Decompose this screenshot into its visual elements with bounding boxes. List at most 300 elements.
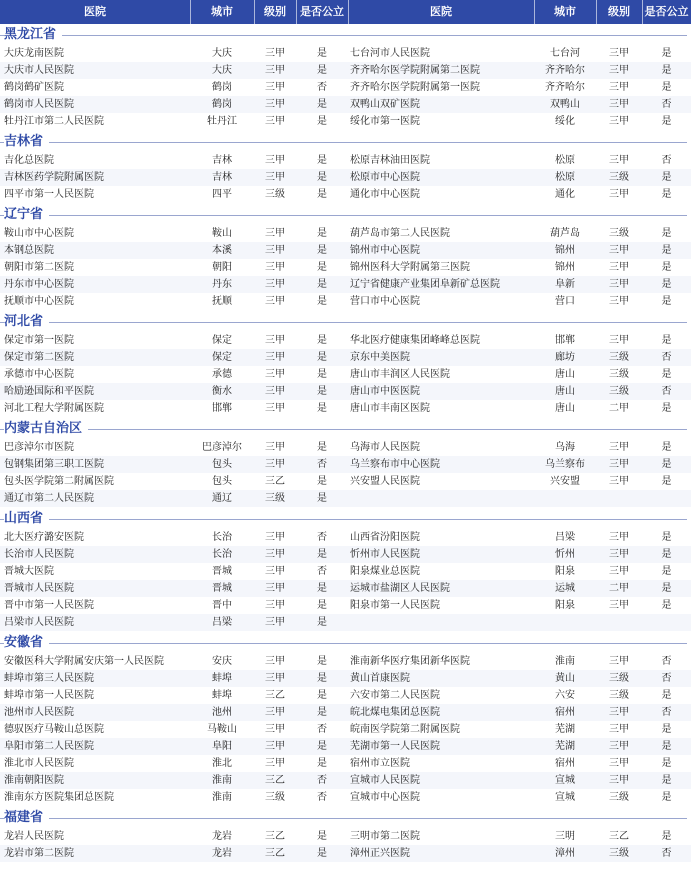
cell-city-right: 通化 — [555, 189, 575, 200]
cell-public-left: 否 — [317, 775, 327, 786]
table-row — [0, 704, 691, 721]
cell-level-right: 三甲 — [609, 741, 629, 752]
cell-city-left: 鹤岗 — [212, 82, 232, 93]
cell-hospital-left: 本钢总医院 — [4, 245, 54, 256]
cell-city-left: 吉林 — [212, 155, 232, 166]
cell-city-left: 淮南 — [212, 775, 232, 786]
cell-public-right: 是 — [661, 549, 672, 560]
cell-level-left: 三甲 — [265, 228, 285, 239]
cell-city-left: 龙岩 — [212, 848, 232, 859]
table-header — [0, 0, 691, 24]
cell-public-right: 是 — [661, 600, 672, 611]
cell-public-right: 是 — [661, 476, 672, 487]
cell-city-right: 乌海 — [555, 442, 575, 453]
table-row — [0, 828, 691, 845]
cell-hospital-right: 阳泉市第一人民医院 — [350, 600, 440, 611]
header-public-left: 是否公立 — [300, 5, 344, 18]
cell-level-left: 三乙 — [265, 690, 285, 701]
cell-hospital-right: 齐齐哈尔医学院附属第二医院 — [350, 65, 480, 76]
cell-hospital-right: 芜湖市第一人民医院 — [350, 741, 440, 752]
cell-city-left: 鹤岗 — [212, 99, 232, 110]
cell-public-left: 否 — [317, 724, 327, 735]
cell-hospital-left: 包钢集团第三职工医院 — [4, 459, 104, 470]
cell-city-left: 鞍山 — [212, 228, 232, 239]
cell-level-right: 三甲 — [609, 459, 629, 470]
cell-city-left: 包头 — [212, 476, 232, 487]
cell-public-left: 否 — [317, 566, 327, 577]
cell-hospital-right: 京东中美医院 — [350, 352, 410, 363]
cell-public-left: 是 — [317, 352, 327, 363]
cell-city-right: 松原 — [555, 155, 575, 166]
cell-hospital-right: 宣城市人民医院 — [350, 775, 420, 786]
cell-level-right: 三甲 — [609, 116, 629, 127]
province-name: 山西省 — [4, 510, 49, 528]
cell-level-right: 二甲 — [609, 583, 629, 594]
cell-level-left: 三甲 — [265, 335, 285, 346]
cell-hospital-right: 三明市第二医院 — [350, 831, 420, 842]
cell-hospital-left: 龙岩人民医院 — [4, 831, 64, 842]
cell-hospital-right: 乌兰察布市中心医院 — [350, 459, 440, 470]
cell-city-left: 马鞍山 — [207, 724, 237, 735]
cell-level-right: 三级 — [609, 673, 629, 684]
cell-hospital-right: 阳泉煤业总医院 — [350, 566, 420, 577]
cell-public-left: 是 — [317, 442, 327, 453]
cell-city-right: 齐齐哈尔 — [545, 82, 585, 93]
cell-public-left: 是 — [317, 476, 327, 487]
cell-public-left: 是 — [317, 831, 327, 842]
cell-hospital-left: 淮北市人民医院 — [4, 758, 74, 769]
table-row — [0, 789, 691, 806]
cell-city-left: 吉林 — [212, 172, 232, 183]
cell-public-left: 是 — [317, 116, 327, 127]
cell-city-left: 淮北 — [212, 758, 232, 769]
cell-hospital-right: 兴安盟人民医院 — [350, 476, 420, 487]
cell-public-left: 是 — [317, 262, 327, 273]
cell-public-right: 是 — [661, 48, 672, 59]
cell-public-right: 是 — [661, 82, 672, 93]
cell-level-left: 三甲 — [265, 741, 285, 752]
province-heading — [0, 313, 691, 331]
cell-level-left: 三甲 — [265, 279, 285, 290]
cell-public-right: 是 — [661, 442, 672, 453]
cell-hospital-left: 德驭医疗马鞍山总医院 — [4, 724, 104, 735]
cell-public-right: 是 — [661, 690, 672, 701]
cell-city-left: 牡丹江 — [207, 116, 237, 127]
cell-city-right: 葫芦岛 — [550, 228, 580, 239]
cell-public-left: 是 — [317, 403, 327, 414]
header-level-right: 级别 — [608, 5, 630, 18]
cell-hospital-right: 皖北煤电集团总医院 — [350, 707, 440, 718]
cell-public-left: 是 — [317, 617, 327, 628]
cell-city-right: 营口 — [555, 296, 575, 307]
cell-level-right: 三甲 — [609, 245, 629, 256]
cell-city-right: 唐山 — [555, 386, 575, 397]
cell-city-left: 朝阳 — [212, 262, 232, 273]
cell-level-left: 三甲 — [265, 724, 285, 735]
cell-public-left: 是 — [317, 245, 327, 256]
cell-public-right: 是 — [661, 758, 672, 769]
cell-hospital-left: 河北工程大学附属医院 — [4, 403, 104, 414]
cell-hospital-right: 辽宁省健康产业集团阜新矿总医院 — [350, 279, 500, 290]
cell-hospital-right: 锦州市中心医院 — [350, 245, 420, 256]
cell-public-right: 是 — [661, 459, 672, 470]
table-row — [0, 490, 691, 507]
cell-level-left: 三甲 — [265, 65, 285, 76]
table-row — [0, 755, 691, 772]
province-name: 辽宁省 — [4, 206, 49, 224]
cell-public-left: 是 — [317, 656, 327, 667]
cell-level-right: 三甲 — [609, 549, 629, 560]
cell-public-left: 是 — [317, 296, 327, 307]
cell-city-right: 吕梁 — [555, 532, 575, 543]
cell-hospital-right: 黄山首康医院 — [350, 673, 410, 684]
cell-public-right: 是 — [661, 335, 672, 346]
table-row — [0, 169, 691, 186]
cell-public-right: 是 — [661, 262, 672, 273]
cell-public-right: 是 — [661, 831, 672, 842]
cell-level-right: 三甲 — [609, 296, 629, 307]
cell-city-right: 唐山 — [555, 403, 575, 414]
cell-level-left: 三甲 — [265, 296, 285, 307]
cell-public-right: 否 — [661, 707, 672, 718]
province-heading — [0, 510, 691, 528]
cell-hospital-right: 华北医疗健康集团峰峰总医院 — [350, 335, 480, 346]
cell-level-right: 三甲 — [609, 65, 629, 76]
cell-city-left: 衡水 — [212, 386, 232, 397]
cell-hospital-right: 双鸭山双矿医院 — [350, 99, 420, 110]
cell-public-right: 是 — [661, 741, 672, 752]
cell-city-left: 淮南 — [212, 792, 232, 803]
cell-level-left: 三甲 — [265, 369, 285, 380]
cell-hospital-right: 松原吉林油田医院 — [350, 155, 430, 166]
cell-public-left: 是 — [317, 155, 327, 166]
cell-hospital-left: 巴彦淖尔市医院 — [4, 442, 74, 453]
cell-level-left: 三乙 — [265, 775, 285, 786]
cell-public-right: 是 — [661, 532, 672, 543]
cell-city-right: 宿州 — [555, 758, 575, 769]
cell-hospital-right: 乌海市人民医院 — [350, 442, 420, 453]
cell-level-right: 三乙 — [609, 831, 629, 842]
cell-public-right: 是 — [661, 279, 672, 290]
cell-level-right: 三级 — [609, 690, 629, 701]
cell-city-left: 大庆 — [212, 65, 232, 76]
header-level-left: 级别 — [264, 5, 286, 18]
table-row — [0, 45, 691, 62]
cell-level-left: 三乙 — [265, 831, 285, 842]
cell-level-left: 三甲 — [265, 403, 285, 414]
cell-city-right: 松原 — [555, 172, 575, 183]
cell-city-right: 运城 — [555, 583, 575, 594]
cell-level-right: 三级 — [609, 352, 629, 363]
cell-city-right: 黄山 — [555, 673, 575, 684]
cell-level-right: 三级 — [609, 386, 629, 397]
cell-level-left: 三甲 — [265, 99, 285, 110]
cell-level-left: 三级 — [265, 189, 285, 200]
cell-public-left: 是 — [317, 369, 327, 380]
cell-hospital-left: 池州市人民医院 — [4, 707, 74, 718]
cell-level-right: 三甲 — [609, 99, 629, 110]
cell-city-right: 淮南 — [555, 656, 575, 667]
cell-level-left: 三级 — [265, 792, 285, 803]
table-row — [0, 242, 691, 259]
table-row — [0, 96, 691, 113]
table-row — [0, 687, 691, 704]
cell-hospital-left: 大庆市人民医院 — [4, 65, 74, 76]
cell-hospital-left: 吉林医药学院附属医院 — [4, 172, 104, 183]
cell-hospital-left: 晋城市人民医院 — [4, 583, 74, 594]
cell-public-left: 是 — [317, 673, 327, 684]
cell-hospital-right: 通化市中心医院 — [350, 189, 420, 200]
cell-hospital-right: 葫芦岛市第二人民医院 — [350, 228, 450, 239]
cell-level-right: 三级 — [609, 228, 629, 239]
cell-level-right: 三甲 — [609, 758, 629, 769]
cell-public-right: 否 — [661, 352, 672, 363]
cell-city-right: 三明 — [555, 831, 575, 842]
cell-public-right: 是 — [661, 189, 672, 200]
cell-level-left: 三甲 — [265, 459, 285, 470]
cell-hospital-right: 忻州市人民医院 — [350, 549, 420, 560]
cell-city-left: 吕梁 — [212, 617, 232, 628]
cell-public-left: 是 — [317, 600, 327, 611]
cell-public-right: 是 — [661, 792, 672, 803]
cell-hospital-left: 朝阳市第二医院 — [4, 262, 74, 273]
cell-hospital-right: 绥化市第一医院 — [350, 116, 420, 127]
cell-public-right: 否 — [661, 673, 672, 684]
cell-city-left: 龙岩 — [212, 831, 232, 842]
cell-hospital-left: 保定市第二医院 — [4, 352, 74, 363]
cell-hospital-right: 齐齐哈尔医学院附属第一医院 — [350, 82, 480, 93]
cell-level-left: 三乙 — [265, 476, 285, 487]
cell-level-right: 三甲 — [609, 82, 629, 93]
cell-city-left: 巴彦淖尔 — [202, 442, 242, 453]
cell-public-right: 是 — [661, 369, 672, 380]
cell-level-right: 二甲 — [609, 403, 629, 414]
cell-public-left: 是 — [317, 741, 327, 752]
cell-city-left: 丹东 — [212, 279, 232, 290]
cell-city-right: 忻州 — [555, 549, 575, 560]
cell-hospital-left: 大庆龙南医院 — [4, 48, 64, 59]
table-row — [0, 439, 691, 456]
cell-city-right: 廊坊 — [555, 352, 575, 363]
cell-hospital-left: 保定市第一医院 — [4, 335, 74, 346]
cell-public-left: 是 — [317, 758, 327, 769]
cell-level-left: 三甲 — [265, 116, 285, 127]
province-name: 黑龙江省 — [4, 26, 62, 44]
cell-city-left: 蚌埠 — [212, 690, 232, 701]
table-row — [0, 546, 691, 563]
cell-hospital-right: 营口市中心医院 — [350, 296, 420, 307]
cell-level-right: 三甲 — [609, 279, 629, 290]
cell-public-right: 否 — [661, 656, 672, 667]
table-row — [0, 62, 691, 79]
cell-city-right: 七台河 — [550, 48, 580, 59]
cell-level-left: 三甲 — [265, 386, 285, 397]
cell-city-right: 乌兰察布 — [545, 459, 585, 470]
cell-public-left: 是 — [317, 335, 327, 346]
table-row — [0, 473, 691, 490]
table-row — [0, 259, 691, 276]
header-public-right: 是否公立 — [644, 5, 689, 18]
cell-level-left: 三甲 — [265, 155, 285, 166]
cell-hospital-left: 通辽市第二人民医院 — [4, 493, 94, 504]
cell-hospital-right: 皖南医学院第二附属医院 — [350, 724, 460, 735]
cell-city-right: 芜湖 — [555, 741, 575, 752]
cell-city-left: 保定 — [212, 352, 232, 363]
table-row — [0, 225, 691, 242]
cell-city-right: 宣城 — [555, 775, 575, 786]
cell-level-right: 三甲 — [609, 600, 629, 611]
cell-public-right: 是 — [661, 583, 672, 594]
table-row — [0, 653, 691, 670]
table-row — [0, 383, 691, 400]
cell-level-left: 三甲 — [265, 172, 285, 183]
cell-city-left: 本溪 — [212, 245, 232, 256]
cell-public-right: 是 — [661, 724, 672, 735]
table-row — [0, 332, 691, 349]
table-row — [0, 186, 691, 203]
cell-level-left: 三甲 — [265, 566, 285, 577]
cell-hospital-left: 鹤岗鹤矿医院 — [4, 82, 64, 93]
cell-level-right: 三甲 — [609, 189, 629, 200]
cell-city-right: 双鸭山 — [550, 99, 580, 110]
cell-city-right: 绥化 — [555, 116, 575, 127]
cell-public-left: 是 — [317, 386, 327, 397]
province-name: 河北省 — [4, 313, 49, 331]
cell-hospital-left: 淮南东方医院集团总医院 — [4, 792, 114, 803]
cell-level-right: 三甲 — [609, 532, 629, 543]
cell-city-left: 抚顺 — [212, 296, 232, 307]
cell-city-left: 四平 — [212, 189, 232, 200]
cell-city-right: 芜湖 — [555, 724, 575, 735]
cell-public-right: 否 — [661, 155, 672, 166]
table-row — [0, 772, 691, 789]
cell-level-left: 三甲 — [265, 262, 285, 273]
province-name: 内蒙古自治区 — [4, 420, 88, 438]
table-row — [0, 366, 691, 383]
cell-level-left: 三甲 — [265, 673, 285, 684]
cell-hospital-left: 四平市第一人民医院 — [4, 189, 94, 200]
cell-public-left: 否 — [317, 532, 327, 543]
cell-level-right: 三级 — [609, 848, 629, 859]
cell-public-right: 是 — [661, 296, 672, 307]
cell-hospital-right: 松原市中心医院 — [350, 172, 420, 183]
cell-level-right: 三级 — [609, 369, 629, 380]
cell-public-right: 是 — [661, 775, 672, 786]
province-heading — [0, 809, 691, 827]
cell-city-right: 宿州 — [555, 707, 575, 718]
table-row — [0, 597, 691, 614]
table-row — [0, 563, 691, 580]
cell-hospital-right: 唐山市中医医院 — [350, 386, 420, 397]
cell-hospital-left: 抚顺市中心医院 — [4, 296, 74, 307]
cell-level-left: 三甲 — [265, 352, 285, 363]
cell-city-right: 齐齐哈尔 — [545, 65, 585, 76]
cell-level-left: 三甲 — [265, 245, 285, 256]
table-row — [0, 349, 691, 366]
cell-level-right: 三甲 — [609, 566, 629, 577]
cell-city-left: 安庆 — [212, 656, 232, 667]
cell-public-right: 是 — [661, 566, 672, 577]
cell-city-right: 唐山 — [555, 369, 575, 380]
cell-city-left: 承德 — [212, 369, 232, 380]
cell-level-left: 三乙 — [265, 848, 285, 859]
cell-hospital-right: 唐山市丰润区人民医院 — [350, 369, 450, 380]
cell-level-left: 三甲 — [265, 758, 285, 769]
cell-public-left: 否 — [317, 82, 327, 93]
cell-public-left: 是 — [317, 848, 327, 859]
cell-level-left: 三甲 — [265, 707, 285, 718]
cell-level-left: 三甲 — [265, 82, 285, 93]
cell-public-right: 是 — [661, 65, 672, 76]
cell-public-left: 是 — [317, 707, 327, 718]
table-row — [0, 738, 691, 755]
cell-public-left: 是 — [317, 549, 327, 560]
cell-level-left: 三甲 — [265, 583, 285, 594]
cell-city-right: 漳州 — [555, 848, 575, 859]
cell-hospital-left: 吕梁市人民医院 — [4, 617, 74, 628]
cell-city-right: 阜新 — [555, 279, 575, 290]
cell-public-right: 是 — [661, 172, 672, 183]
cell-public-right: 否 — [661, 99, 672, 110]
cell-level-left: 三甲 — [265, 656, 285, 667]
cell-hospital-left: 哈励逊国际和平医院 — [4, 386, 94, 397]
province-heading — [0, 26, 691, 44]
cell-city-left: 晋中 — [212, 600, 232, 611]
table-row — [0, 580, 691, 597]
cell-hospital-right: 六安市第二人民医院 — [350, 690, 440, 701]
cell-hospital-left: 晋中市第一人民医院 — [4, 600, 94, 611]
cell-public-right: 是 — [661, 245, 672, 256]
cell-city-left: 蚌埠 — [212, 673, 232, 684]
cell-hospital-right: 漳州正兴医院 — [350, 848, 410, 859]
cell-hospital-left: 北大医疗潞安医院 — [4, 532, 84, 543]
cell-public-left: 是 — [317, 690, 327, 701]
cell-hospital-left: 丹东市中心医院 — [4, 279, 74, 290]
cell-level-left: 三甲 — [265, 48, 285, 59]
cell-city-right: 宣城 — [555, 792, 575, 803]
cell-public-right: 是 — [661, 403, 672, 414]
cell-public-right: 否 — [661, 848, 672, 859]
cell-city-left: 晋城 — [212, 583, 232, 594]
cell-city-left: 长治 — [212, 549, 232, 560]
cell-hospital-left: 蚌埠市第三人民医院 — [4, 673, 94, 684]
cell-level-right: 三甲 — [609, 335, 629, 346]
cell-public-left: 是 — [317, 48, 327, 59]
cell-public-left: 是 — [317, 279, 327, 290]
cell-hospital-right: 淮南新华医疗集团新华医院 — [350, 656, 470, 667]
table-row — [0, 721, 691, 738]
table-row — [0, 670, 691, 687]
table-row — [0, 79, 691, 96]
cell-level-right: 三甲 — [609, 262, 629, 273]
province-heading — [0, 206, 691, 224]
table-row — [0, 400, 691, 417]
cell-city-left: 阜阳 — [212, 741, 232, 752]
cell-hospital-left: 安徽医科大学附属安庆第一人民医院 — [4, 656, 164, 667]
cell-level-left: 三甲 — [265, 600, 285, 611]
cell-city-right: 锦州 — [555, 245, 575, 256]
cell-hospital-left: 鹤岗市人民医院 — [4, 99, 74, 110]
cell-hospital-right: 山西省汾阳医院 — [350, 532, 420, 543]
cell-city-left: 包头 — [212, 459, 232, 470]
cell-level-left: 三甲 — [265, 442, 285, 453]
cell-level-right: 三甲 — [609, 476, 629, 487]
table-row — [0, 276, 691, 293]
cell-city-left: 保定 — [212, 335, 232, 346]
cell-city-left: 通辽 — [212, 493, 232, 504]
cell-city-left: 邯郸 — [212, 403, 232, 414]
cell-city-left: 大庆 — [212, 48, 232, 59]
